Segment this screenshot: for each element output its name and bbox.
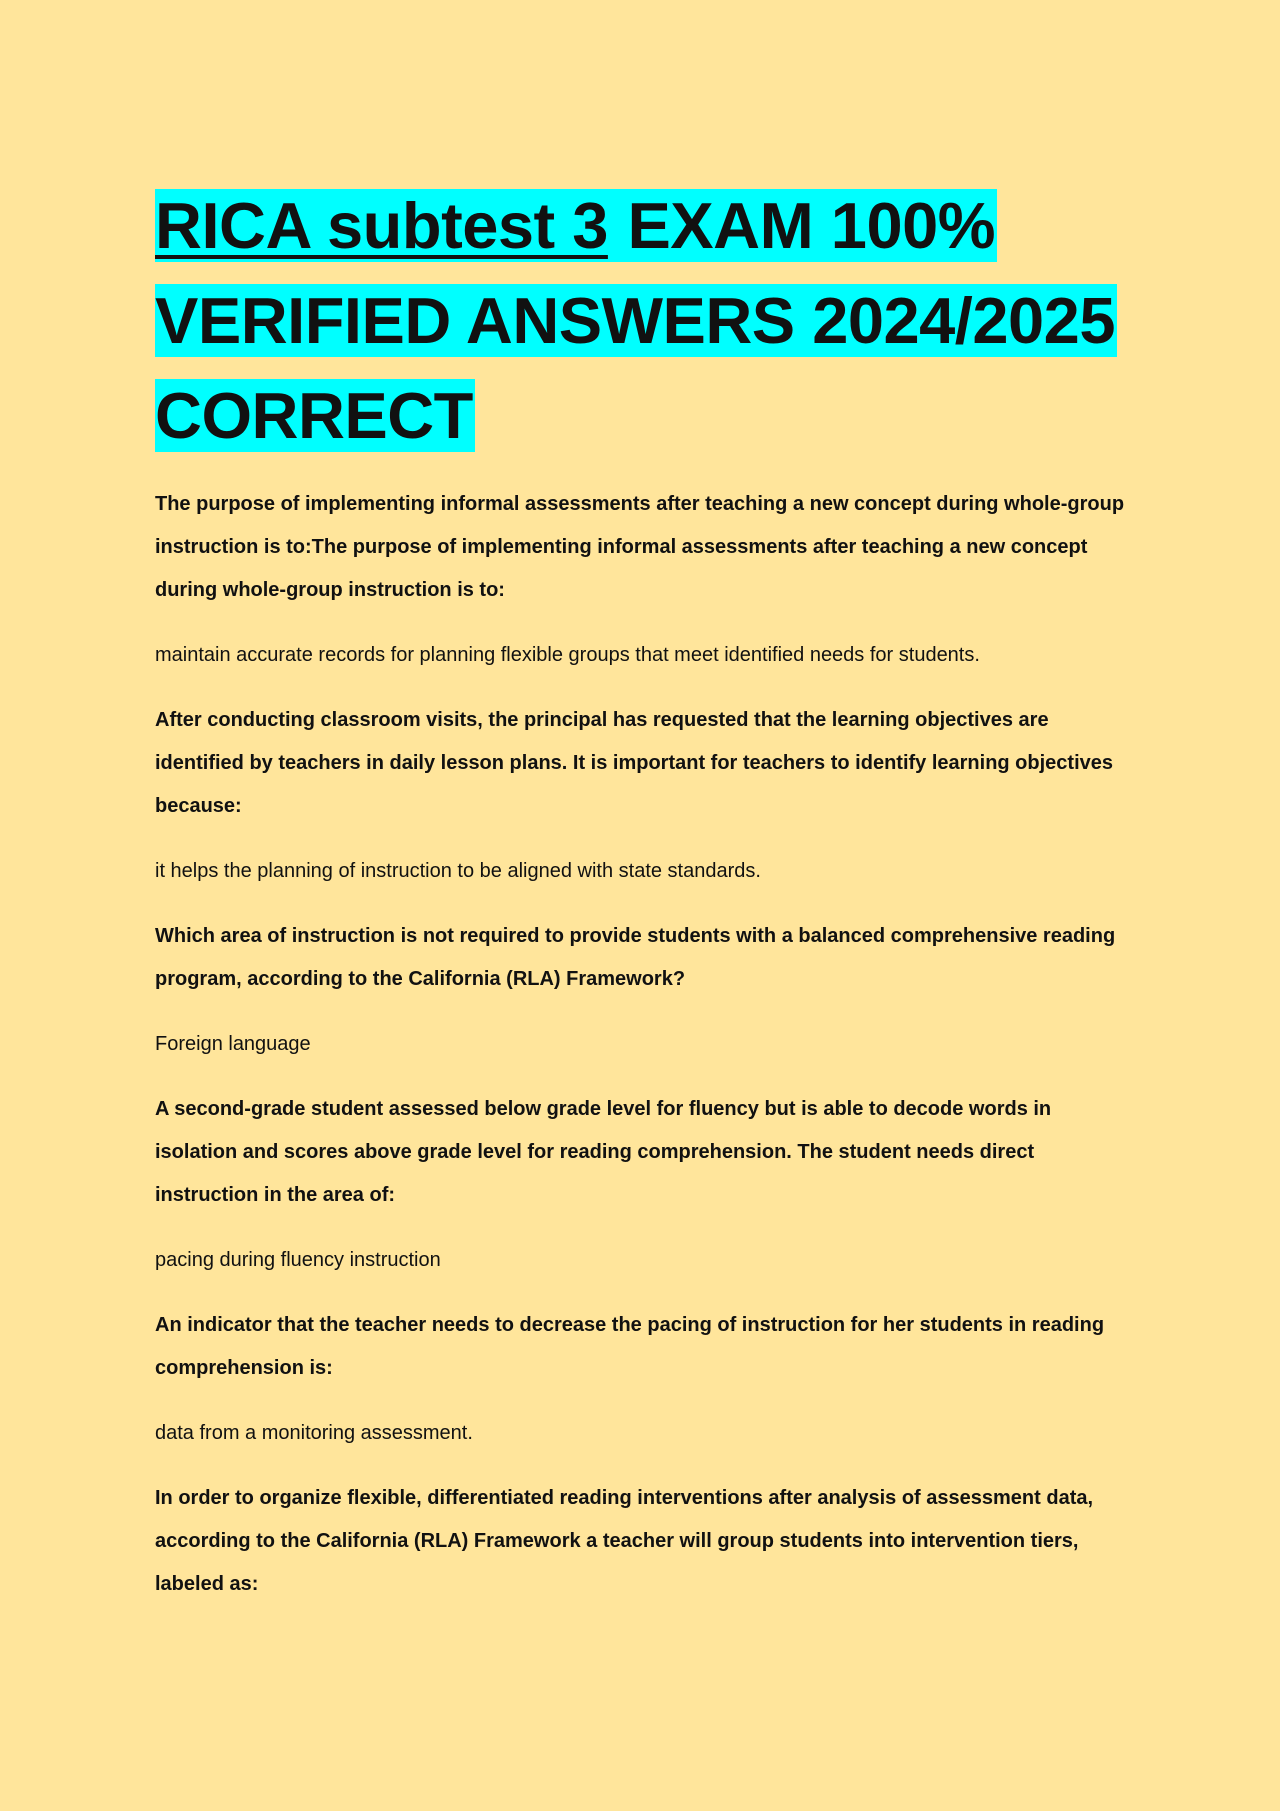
question-5: An indicator that the teacher needs to decrease the pacing of instruction for her students in reading comprehension is: [155, 1314, 1105, 1379]
answer-5: data from a monitoring assessment. [155, 1422, 473, 1444]
qa-block-6 [155, 1477, 1130, 1606]
question-6: In order to organize flexible, differentiated reading interventions after analysis of assessment data, according to the California (RLA) Framework a teacher will group students into intervention tiers, labeled as: [155, 1487, 1094, 1595]
answer-3: Foreign language [155, 1033, 311, 1055]
qa-block-2 [155, 699, 1130, 893]
title-rest: EXAM 100% VERIFIED ANSWERS 2024/2025 CORRECT [155, 189, 1115, 452]
qa-block-5 [155, 1304, 1130, 1455]
qa-block-4 [155, 1088, 1130, 1282]
answer-1: maintain accurate records for planning flexible groups that meet identified needs for students. [155, 644, 980, 666]
question-3: Which area of instruction is not required to provide students with a balanced comprehensive reading program, according to the California (RLA) Framework? [155, 925, 1116, 990]
document-title [155, 178, 1130, 463]
qa-block-3 [155, 915, 1130, 1066]
title-underlined-part: RICA subtest 3 [155, 189, 608, 262]
qa-block-1 [155, 483, 1130, 677]
question-2: After conducting classroom visits, the principal has requested that the learning objectives are identified by teachers in daily lesson plans. It is important for teachers to identify learning objectives because: [155, 709, 1114, 817]
answer-2: it helps the planning of instruction to be aligned with state standards. [155, 860, 761, 882]
question-4: A second-grade student assessed below grade level for fluency but is able to decode words in isolation and scores above grade level for reading comprehension. The student needs direct instruction in the area of: [155, 1098, 1052, 1206]
question-1: The purpose of implementing informal assessments after teaching a new concept during whole-group instruction is to:The purpose of implementing informal assessments after teaching a new concept during whole-group instruction is to: [155, 493, 1125, 601]
answer-4: pacing during fluency instruction [155, 1249, 441, 1271]
